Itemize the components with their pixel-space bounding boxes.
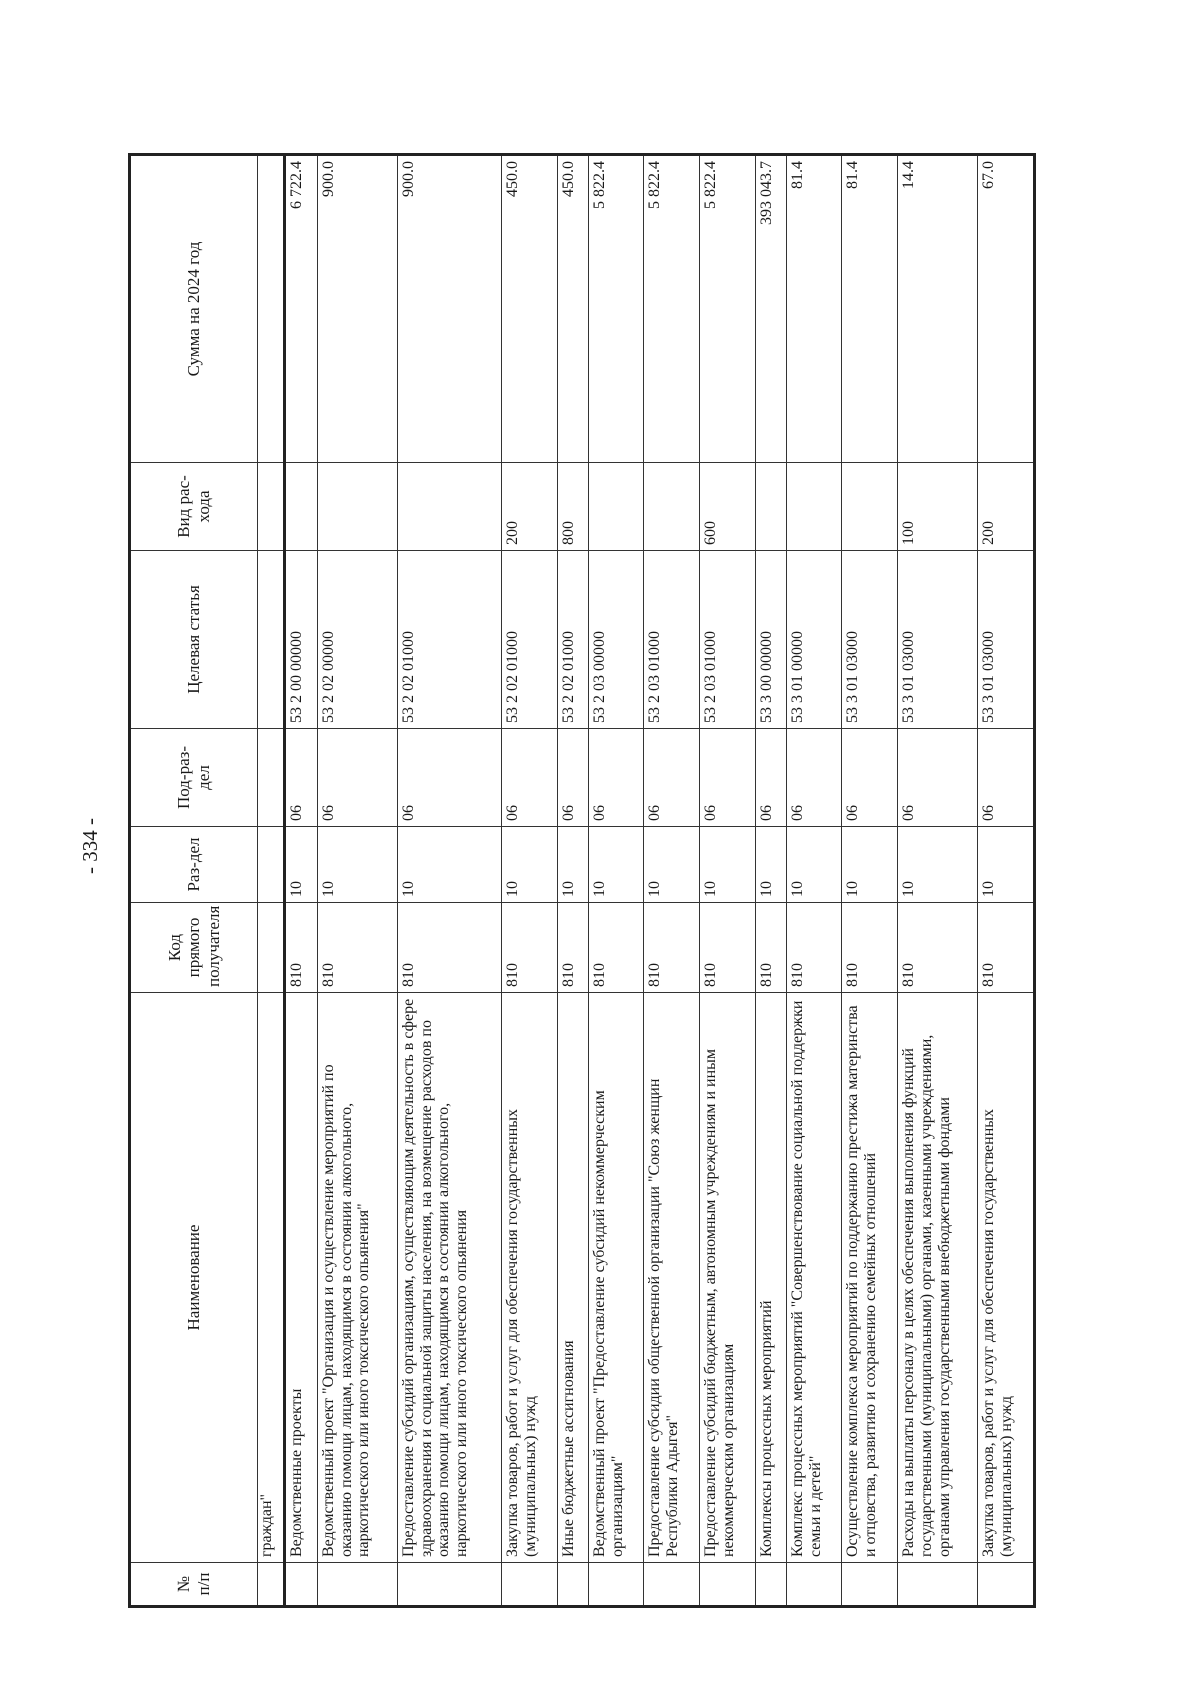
row-sum-cell: 6 722.4: [285, 155, 318, 463]
row-sum-cell: 67.0: [977, 155, 1034, 463]
row-section-cell: 10: [285, 827, 318, 903]
row-idx-cell: [317, 1563, 397, 1607]
row-idx-cell: [588, 1563, 644, 1607]
table-row: [557, 155, 588, 1607]
row-sum-cell: 81.4: [786, 155, 842, 463]
row-subsection-cell: 06: [977, 729, 1034, 827]
table-row: [842, 155, 898, 1607]
row-subsection-cell: 06: [317, 729, 397, 827]
continuation-row: [258, 155, 285, 1607]
row-name-cell: Осуществление комплекса мероприятий по поддержанию престижа материнства и отцовства, развитию и сохранению семейных отношений: [842, 993, 898, 1563]
header-recipient: Код прямого получателя: [130, 903, 258, 993]
row-subsection-cell: 06: [397, 729, 501, 827]
header-name: Наименование: [130, 993, 258, 1563]
row-idx-cell: [977, 1563, 1034, 1607]
table-row: [502, 155, 558, 1607]
row-recipient-cell: 810: [502, 903, 558, 993]
row-section-cell: 10: [898, 827, 978, 903]
row-name-cell: Ведомственные проекты: [285, 993, 318, 1563]
row-name-cell: Комплексы процессных мероприятий: [755, 993, 786, 1563]
row-recipient-cell: 810: [977, 903, 1034, 993]
row-idx-cell: [786, 1563, 842, 1607]
row-subsection-cell: 06: [755, 729, 786, 827]
table-row: [898, 155, 978, 1607]
table-row: [285, 155, 318, 1607]
row-sum-cell: 900.0: [397, 155, 501, 463]
row-target-cell: 53 2 02 00000: [317, 551, 397, 729]
row-idx-cell: [285, 1563, 318, 1607]
row-expense-cell: 200: [502, 463, 558, 551]
table-body: [258, 155, 1035, 1607]
row-recipient-cell: 810: [700, 903, 756, 993]
row-expense-cell: [755, 463, 786, 551]
row-idx-cell: [557, 1563, 588, 1607]
row-section-cell: 10: [786, 827, 842, 903]
row-idx: [258, 1563, 285, 1607]
row-sum-cell: 5 822.4: [588, 155, 644, 463]
row-subsection-cell: 06: [285, 729, 318, 827]
header-sum: Сумма на 2024 год: [130, 155, 258, 463]
row-expense-cell: [786, 463, 842, 551]
row-target-cell: 53 3 01 03000: [898, 551, 978, 729]
row-recipient-cell: 810: [397, 903, 501, 993]
row-target-cell: 53 2 03 01000: [644, 551, 700, 729]
row-target-cell: 53 3 01 03000: [842, 551, 898, 729]
row-idx-cell: [397, 1563, 501, 1607]
row-section-cell: 10: [755, 827, 786, 903]
row-idx-cell: [502, 1563, 558, 1607]
row-section-cell: 10: [977, 827, 1034, 903]
header-expense: Вид рас-хода: [130, 463, 258, 551]
row-subsection-cell: 06: [700, 729, 756, 827]
row-expense-cell: 600: [700, 463, 756, 551]
row-recipient-cell: 810: [842, 903, 898, 993]
row-target-cell: 53 2 03 00000: [588, 551, 644, 729]
row-name-cell: Ведомственный проект "Предоставление субсидий некоммерческим организациям": [588, 993, 644, 1563]
row-name-cell: Ведомственный проект "Организация и осуществление мероприятий по оказанию помощи лицам, находящимся в состоянии алкогольного, наркотического или иного токсического опьянения": [317, 993, 397, 1563]
row-idx-cell: [644, 1563, 700, 1607]
budget-table: [128, 153, 1036, 1608]
row-expense-cell: [842, 463, 898, 551]
row-name-cell: Расходы на выплаты персоналу в целях обеспечения выполнения функций государственными (муниципальными) органами, казенными учреждениями, органами управления государственными внебюджетными фондами: [898, 993, 978, 1563]
table-row: [397, 155, 501, 1607]
row-name-cell: Комплекс процессных мероприятий "Совершенствование социальной поддержки семьи и детей": [786, 993, 842, 1563]
row-section-cell: 10: [502, 827, 558, 903]
row-target-cell: 53 2 02 01000: [557, 551, 588, 729]
row-target-cell: 53 3 01 00000: [786, 551, 842, 729]
row-section-cell: 10: [700, 827, 756, 903]
row-section-cell: 10: [842, 827, 898, 903]
row-subsection-cell: 06: [644, 729, 700, 827]
header-idx: № п/п: [130, 1563, 258, 1607]
row-target-cell: 53 2 03 01000: [700, 551, 756, 729]
table-row: [317, 155, 397, 1607]
row-sum-cell: 14.4: [898, 155, 978, 463]
row-target-cell: 53 3 00 00000: [755, 551, 786, 729]
table-row: [588, 155, 644, 1607]
row-sum-cell: 450.0: [557, 155, 588, 463]
header-target: Целевая статья: [130, 551, 258, 729]
row-subsection-cell: 06: [502, 729, 558, 827]
row-name-cell: Предоставление субсидии общественной организации "Союз женщин Республики Адыгея": [644, 993, 700, 1563]
row-target-cell: 53 2 02 01000: [397, 551, 501, 729]
row-recipient-cell: 810: [557, 903, 588, 993]
row-expense-cell: [588, 463, 644, 551]
row-subsection-cell: 06: [557, 729, 588, 827]
table-row: [755, 155, 786, 1607]
row-idx-cell: [700, 1563, 756, 1607]
row-idx-cell: [898, 1563, 978, 1607]
row-expense-cell: 800: [557, 463, 588, 551]
row-name-cell: Закупка товаров, работ и услуг для обеспечения государственных (муниципальных) нужд: [502, 993, 558, 1563]
table-row: [977, 155, 1034, 1607]
row-recipient-cell: 810: [755, 903, 786, 993]
header-subsection: Под-раз-дел: [130, 729, 258, 827]
table-row: [700, 155, 756, 1607]
continuation-text: граждан": [258, 993, 285, 1563]
row-recipient-cell: 810: [285, 903, 318, 993]
row-section-cell: 10: [397, 827, 501, 903]
header-section: Раз-дел: [130, 827, 258, 903]
rotated-table-wrapper: [128, 156, 1036, 1608]
row-expense-cell: [317, 463, 397, 551]
row-idx-cell: [842, 1563, 898, 1607]
row-idx-cell: [755, 1563, 786, 1607]
row-recipient-cell: 810: [898, 903, 978, 993]
row-subsection-cell: 06: [786, 729, 842, 827]
row-expense-cell: [397, 463, 501, 551]
row-target-cell: 53 2 00 00000: [285, 551, 318, 729]
row-subsection-cell: 06: [588, 729, 644, 827]
row-sum-cell: 5 822.4: [700, 155, 756, 463]
row-recipient-cell: 810: [588, 903, 644, 993]
row-sum-cell: 81.4: [842, 155, 898, 463]
row-name-cell: Иные бюджетные ассигнования: [557, 993, 588, 1563]
row-name-cell: Предоставление субсидий бюджетным, автономным учреждениям и иным некоммерческим организациям: [700, 993, 756, 1563]
row-target-cell: 53 3 01 03000: [977, 551, 1034, 729]
page-number: - 334 -: [78, 818, 102, 874]
row-sum-cell: 450.0: [502, 155, 558, 463]
row-sum-cell: 5 822.4: [644, 155, 700, 463]
row-section-cell: 10: [317, 827, 397, 903]
row-section-cell: 10: [557, 827, 588, 903]
table-row: [644, 155, 700, 1607]
row-sum-cell: 900.0: [317, 155, 397, 463]
row-recipient-cell: 810: [786, 903, 842, 993]
row-section-cell: 10: [644, 827, 700, 903]
row-name-cell: Закупка товаров, работ и услуг для обеспечения государственных (муниципальных) нужд: [977, 993, 1034, 1563]
row-expense-cell: 100: [898, 463, 978, 551]
table-row: [786, 155, 842, 1607]
row-recipient-cell: 810: [317, 903, 397, 993]
row-section-cell: 10: [588, 827, 644, 903]
row-subsection-cell: 06: [842, 729, 898, 827]
row-target-cell: 53 2 02 01000: [502, 551, 558, 729]
row-expense-cell: [644, 463, 700, 551]
row-sum-cell: 393 043.7: [755, 155, 786, 463]
table-header-row: [130, 155, 258, 1607]
row-expense-cell: 200: [977, 463, 1034, 551]
row-expense-cell: [285, 463, 318, 551]
row-recipient-cell: 810: [644, 903, 700, 993]
row-name-cell: Предоставление субсидий организациям, осуществляющим деятельность в сфере здравоохранения и социальной защиты населения, на возмещение расходов по оказанию помощи лицам, находящимся в состоянии алкогольного, наркотического или иного токсического опьянения: [397, 993, 501, 1563]
row-subsection-cell: 06: [898, 729, 978, 827]
